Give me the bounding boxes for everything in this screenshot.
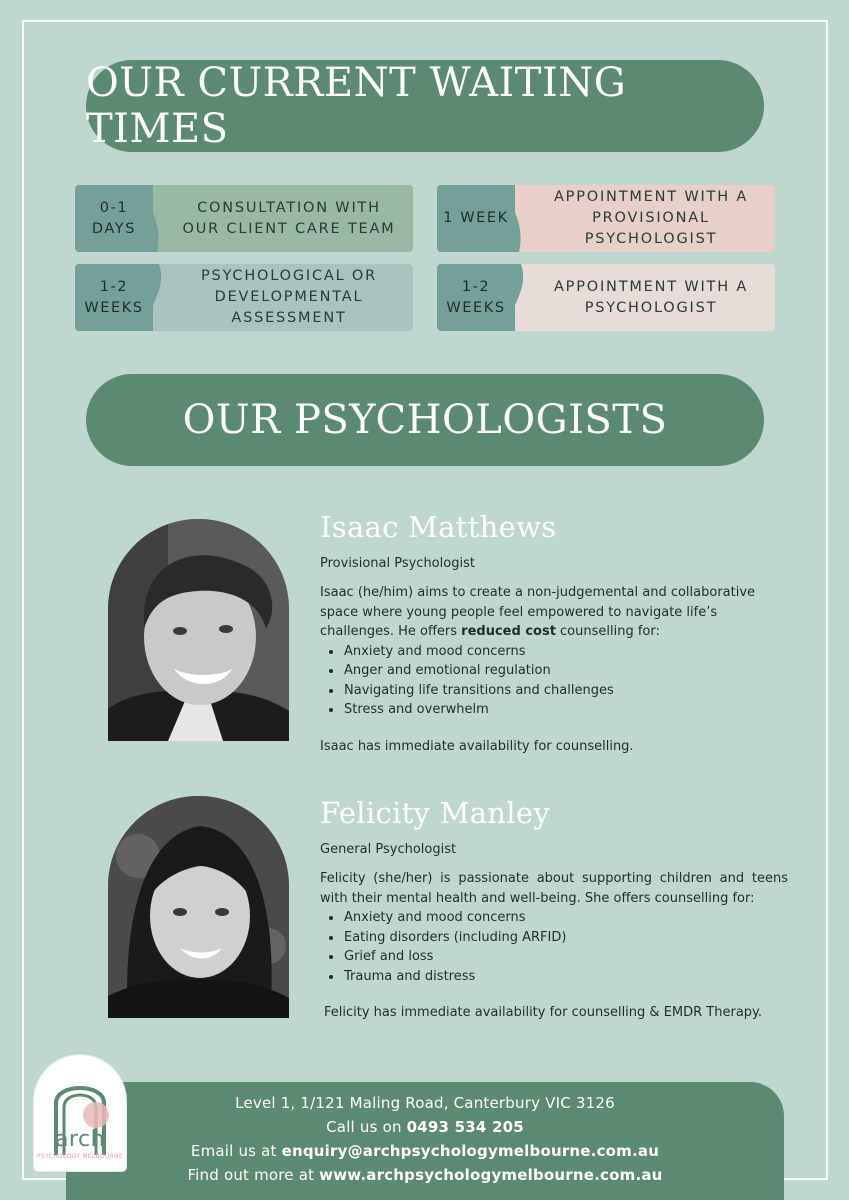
wait-description: PSYCHOLOGICAL OR DEVELOPMENTAL ASSESSMENT (201, 268, 377, 326)
wait-description: CONSULTATION WITH OUR CLIENT CARE TEAM (182, 199, 396, 237)
isaac-availability: Isaac has immediate availability for counselling. (320, 738, 634, 754)
phone-link[interactable]: 0493 534 205 (406, 1118, 524, 1136)
footer-web-label: Find out more at (187, 1166, 320, 1184)
list-item: Anxiety and mood concerns (320, 642, 788, 662)
isaac-profile (320, 510, 788, 754)
wait-time: 1-2 WEEKS (437, 264, 515, 331)
isaac-role: Provisional Psychologist (320, 556, 475, 571)
footer-web-line (66, 1163, 784, 1187)
logo-wordmark: arch (54, 1127, 106, 1152)
wait-time: 1 WEEK (437, 185, 515, 252)
footer-phone-line (66, 1115, 784, 1139)
isaac-bio (320, 583, 788, 642)
isaac-name: Isaac Matthews (320, 510, 557, 544)
wait-card-assessment (75, 264, 413, 331)
wait-description: APPOINTMENT WITH A PSYCHOLOGIST (553, 278, 749, 316)
logo-subtitle: PSYCHOLOGY MELBOURNE (37, 1153, 123, 1160)
email-link[interactable]: enquiry@archpsychologymelbourne.com.au (281, 1142, 660, 1160)
contact-footer (66, 1082, 784, 1200)
felicity-photo (108, 796, 289, 1018)
list-item: Navigating life transitions and challenges (320, 681, 788, 701)
list-item: Trauma and distress (320, 967, 788, 987)
portrait-icon (108, 519, 289, 741)
isaac-photo (108, 519, 289, 741)
arch-logo (34, 1055, 126, 1171)
wait-card-provisional (437, 185, 775, 252)
felicity-profile (320, 796, 788, 1020)
isaac-bio-post: counselling for: (555, 624, 660, 639)
footer-email-label: Email us at (190, 1142, 282, 1160)
wait-description: APPOINTMENT WITH A PROVISIONAL PSYCHOLOGIST (553, 189, 749, 247)
isaac-specialty-list (320, 642, 788, 720)
felicity-bio: Felicity (she/her) is passionate about supporting children and teens with their mental health and well-being. She offers counselling for: (320, 871, 788, 906)
felicity-name: Felicity Manley (320, 796, 551, 830)
felicity-role: General Psychologist (320, 842, 457, 857)
wait-card-psychologist (437, 264, 775, 331)
list-item: Stress and overwhelm (320, 700, 788, 720)
website-link[interactable]: www.archpsychologymelbourne.com.au (319, 1166, 663, 1184)
footer-address: Level 1, 1/121 Maling Road, Canterbury VIC 3126 (235, 1094, 615, 1112)
felicity-availability: Felicity has immediate availability for counselling & EMDR Therapy. (324, 1005, 763, 1020)
isaac-bio-bold: reduced cost (461, 624, 556, 639)
wait-card-consultation (75, 185, 413, 252)
list-item: Anger and emotional regulation (320, 661, 788, 681)
footer-email-line (66, 1139, 784, 1163)
list-item: Eating disorders (including ARFID) (320, 928, 788, 948)
felicity-specialty-list (320, 908, 788, 986)
list-item: Anxiety and mood concerns (320, 908, 788, 928)
footer-call-label: Call us on (326, 1118, 407, 1136)
waiting-times-heading (86, 60, 764, 152)
wait-time: 1-2 WEEKS (75, 264, 153, 331)
isaac-bio-pre: Isaac (he/him) aims to create a non-judgemental and collaborative space where young people feel empowered to navigate life’s challenges. He offers (320, 585, 756, 639)
wait-time: 0-1 DAYS (75, 185, 153, 252)
psychologists-heading (86, 374, 764, 466)
psychologists-heading-text: OUR PSYCHOLOGISTS (182, 397, 668, 443)
list-item: Grief and loss (320, 947, 788, 967)
portrait-icon (108, 796, 289, 1018)
waiting-times-heading-text: OUR CURRENT WAITING TIMES (86, 60, 627, 152)
